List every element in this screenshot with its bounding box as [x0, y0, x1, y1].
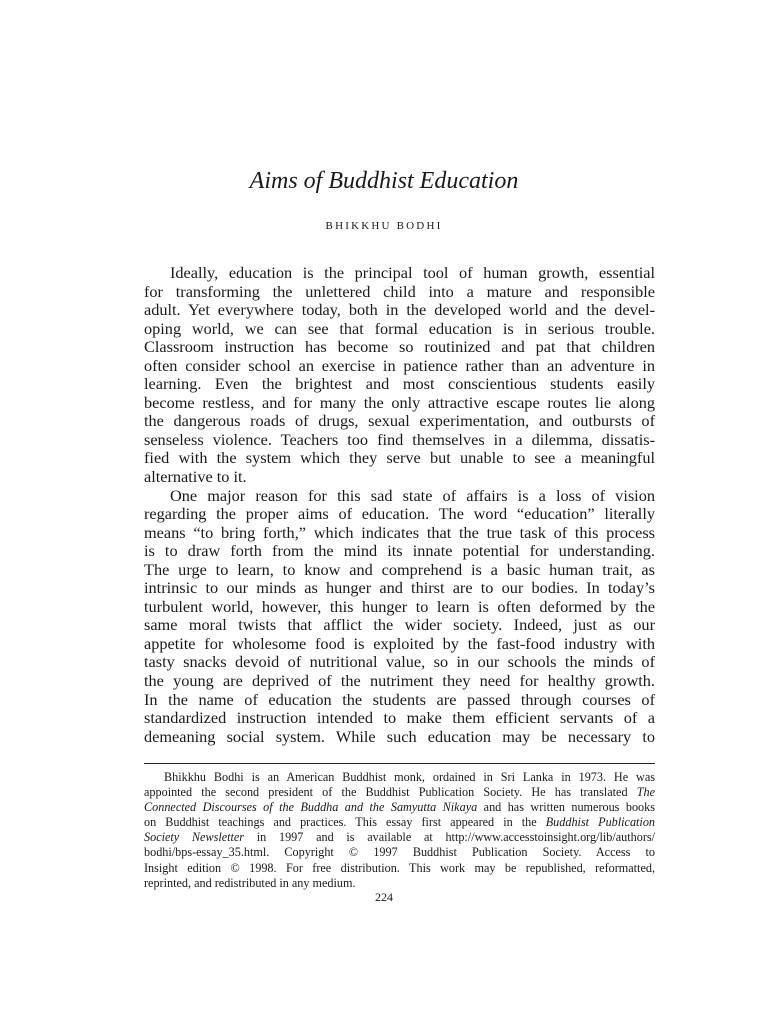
body-line: Ideally, education is the principal tool of human growth, essential [170, 263, 655, 282]
body-line: oping world, we can see that formal education is in serious trouble. [144, 318, 655, 338]
body-line: senseless violence. Teachers too find themselves in a dilemma, dissatis- [144, 429, 655, 449]
footnote-italic-text: The [636, 785, 656, 800]
footnote-line: reprinted, and redistributed in any medium. [144, 875, 356, 890]
body-line: alternative to it. [144, 467, 247, 487]
body-line: fied with the system which they serve but unable to see a meaningful [144, 448, 655, 468]
footnote-line [144, 815, 655, 830]
body-line: same moral twists that afflict the wider society. Indeed, just as our [144, 615, 655, 635]
article-body [144, 264, 655, 746]
footnote-line: bodhi/bps-essay_35.html. Copyright © 1997 Buddhist Publication Society. Access to [144, 845, 655, 860]
footnote-line [144, 785, 655, 800]
body-line: In the name of education the students are passed through courses of [144, 689, 655, 709]
body-line: demeaning social system. While such education may be necessary to [144, 726, 655, 746]
body-line: The urge to learn, to know and comprehend is a basic human trait, as [144, 559, 655, 579]
body-line: standardized instruction intended to make them efficient servants of a [144, 708, 655, 728]
body-line: means “to bring forth,” which indicates that the true task of this process [144, 522, 655, 542]
body-line: for transforming the unlettered child into a mature and responsible [144, 281, 655, 301]
body-line: appetite for wholesome food is exploited by the fast-food industry with [144, 633, 655, 653]
footnote-italic-text: Buddhist Publication [545, 815, 656, 830]
footnote-text: appointed the second president of the Buddhist Publication Society. He has translated [144, 785, 628, 800]
body-line: turbulent world, however, this hunger to learn is often deformed by the [144, 596, 655, 616]
body-line: intrinsic to our minds as hunger and thirst are to our bodies. In today’s [144, 578, 655, 598]
footnote-italic-text: Society Newsletter [144, 830, 245, 845]
footnote-text: and has written numerous books [483, 800, 655, 815]
author-byline: BHIKKHU BODHI [325, 220, 443, 232]
body-line: the young are deprived of the nutriment they need for healthy growth. [144, 671, 655, 691]
footnote-divider [144, 763, 655, 764]
body-line: One major reason for this sad state of affairs is a loss of vision [170, 485, 655, 505]
body-line: regarding the proper aims of education. The word “education” literally [144, 504, 655, 524]
body-line: become restless, and for many the only attractive escape routes lie along [144, 392, 655, 412]
body-line: tasty snacks devoid of nutritional value, so in our schools the minds of [144, 652, 655, 672]
footnote-line: Insight edition © 1998. For free distribution. This work may be republished, reformatted, [144, 860, 655, 875]
body-line: learning. Even the brightest and most conscientious students easily [144, 374, 655, 394]
footnote-line: Bhikkhu Bodhi is an American Buddhist monk, ordained in Sri Lanka in 1973. He was [164, 770, 655, 784]
body-line: is to draw forth from the mind its innate potential for understanding. [144, 541, 655, 561]
body-line: often consider school an exercise in patience rather than an adventure in [144, 355, 655, 375]
footnote-text: on Buddhist teachings and practices. This essay first appeared in the [144, 815, 537, 830]
footnote-text: in 1997 and is available at http://www.accesstoinsight.org/lib/authors/ [256, 830, 656, 845]
footnote-italic-text: Connected Discourses of the Buddha and the Samyutta Nikaya [144, 800, 478, 815]
article-title: Aims of Buddhist Education [249, 168, 519, 194]
footnote-line [144, 800, 655, 815]
footnote-line [144, 830, 655, 845]
body-line: adult. Yet everywhere today, both in the developed world and the devel- [144, 300, 655, 320]
body-line: the dangerous roads of drugs, sexual experimentation, and outbursts of [144, 411, 655, 431]
body-line: Classroom instruction has become so routinized and pat that children [144, 337, 655, 357]
page-number: 224 [375, 890, 393, 904]
author-footnote [144, 770, 655, 891]
